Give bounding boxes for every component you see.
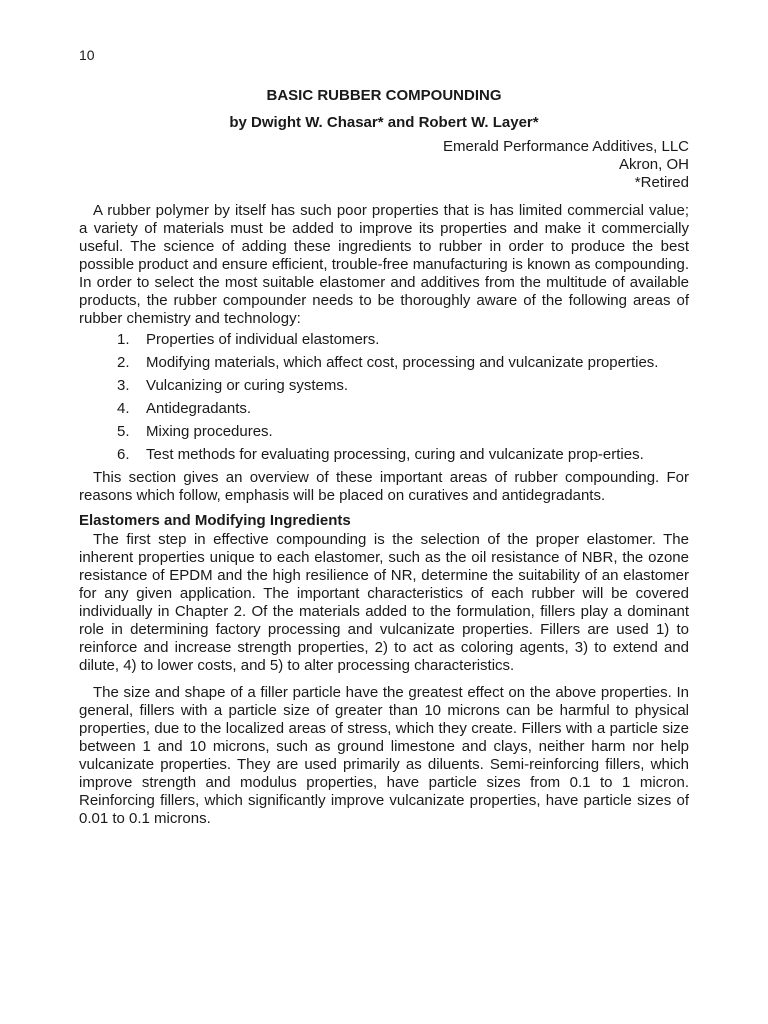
filler-paragraph: The size and shape of a filler particle have the greatest effect on the above properties. In general, fillers with a particle size of greater than 10 microns can be harmful to physical properties, due to the localized areas of stress, which they create. Fillers with a particle size between 1 and 10 microns, such as ground limestone and clays, neither harm nor help vulcanizate properties. They are used primarily as diluents. Semi-reinforcing fillers, which improve strength and modulus properties, have particle sizes from 0.1 to 1 micron. Reinforcing fillers, which significantly improve vulcanizate properties, have particle sizes of 0.01 to 0.1 microns.: [79, 684, 689, 827]
list-item-number: 5.: [117, 423, 130, 440]
list-item: [79, 331, 689, 349]
article-authors: by Dwight W. Chasar* and Robert W. Layer*: [229, 114, 539, 131]
list-item-number: 3.: [117, 377, 130, 394]
affiliation-company: Emerald Performance Additives, LLC: [443, 138, 689, 155]
list-item-number: 4.: [117, 400, 130, 417]
page-number: 10: [79, 47, 95, 63]
list-item: [79, 423, 689, 441]
list-item: [79, 400, 689, 418]
list-item-text: Mixing procedures.: [146, 423, 273, 440]
section-heading: Elastomers and Modifying Ingredients: [79, 512, 351, 529]
areas-list: [79, 331, 689, 464]
list-item-text: Modifying materials, which affect cost, processing and vulcanizate properties.: [146, 354, 659, 371]
list-item-number: 6.: [117, 446, 130, 463]
list-item-text: Vulcanizing or curing systems.: [146, 377, 349, 394]
affiliation-note: *Retired: [634, 174, 689, 191]
affiliation-block: [79, 138, 689, 192]
article-title: BASIC RUBBER COMPOUNDING: [266, 87, 502, 104]
list-item-text: Antidegradants.: [146, 400, 252, 417]
list-item: [79, 354, 689, 372]
elastomer-paragraph: The first step in effective compounding is the selection of the proper elastomer. The inherent properties unique to each elastomer, such as the oil resistance of NBR, the ozone resistance of EPDM and the high resilience of NR, determine the suitability of an elastomer for any given application. The important characteristics of each rubber will be covered individually in Chapter 2. Of the materials added to the formulation, fillers play a dominant role in determining factory processing and vulcanizate properties. Fillers are used 1) to reinforce and increase strength properties, 2) to act as coloring agents, 3) to extend and dilute, 4) to lower costs, and 5) to alter processing characteristics.: [79, 531, 689, 674]
intro-paragraph: A rubber polymer by itself has such poor properties that is has limited commercial value; a variety of materials must be added to improve its properties and make it commercially useful. The science of adding these ingredients to rubber in order to produce the best possible product and ensure efficient, trouble-free manufacturing is known as compounding. In order to select the most suitable elastomer and additives from the multitude of available products, the rubber compounder needs to be thoroughly aware of the following areas of rubber chemistry and technology:: [79, 202, 689, 327]
overview-paragraph: This section gives an overview of these important areas of rubber compounding. For reasons which follow, emphasis will be placed on curatives and antidegradants.: [79, 469, 689, 504]
list-item: [79, 377, 689, 395]
list-item: [79, 446, 689, 464]
list-item-text: Properties of individual elastomers.: [146, 331, 380, 348]
list-item-number: 1.: [117, 331, 130, 348]
affiliation-location: Akron, OH: [618, 156, 689, 173]
list-item-text: Test methods for evaluating processing, curing and vulcanizate prop-erties.: [146, 446, 644, 463]
article-body: [79, 87, 689, 828]
list-item-number: 2.: [117, 354, 130, 371]
